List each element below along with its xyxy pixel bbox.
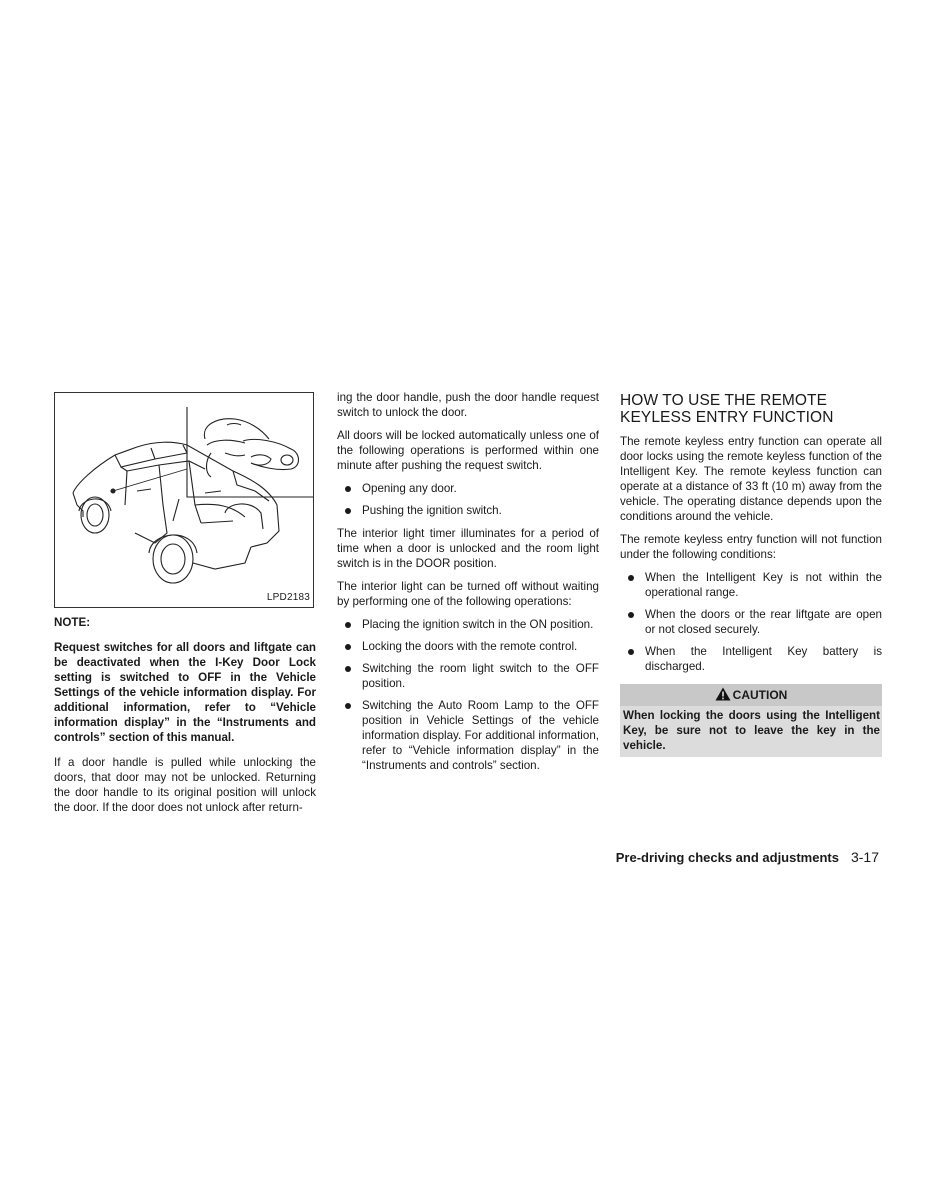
list-item: Placing the ignition switch in the ON position. [337, 617, 599, 632]
bullet-list [620, 570, 882, 674]
section-heading: HOW TO USE THE REMOTE KEYLESS ENTRY FUNCTION [620, 392, 834, 426]
caution-title: CAUTION [620, 684, 882, 706]
middle-column [337, 390, 599, 781]
paragraph: ing the door handle, push the door handle request switch to unlock the door. [337, 391, 599, 419]
bullet-list [337, 481, 599, 518]
list-item: When the Intelligent Key battery is discharged. [620, 644, 882, 674]
figure-code: LPD2183 [266, 592, 310, 603]
list-item: Switching the Auto Room Lamp to the OFF position in Vehicle Settings of the vehicle information display. For additional information, refer to “Vehicle information display” in the “Instruments and controls” section. [337, 698, 599, 773]
list-item: When the doors or the rear liftgate are open or not closed securely. [620, 607, 882, 637]
list-item: Opening any door. [337, 481, 599, 496]
vehicle-illustration [55, 393, 313, 607]
bullet-icon [345, 703, 351, 709]
paragraph: If a door handle is pulled while unlocking the doors, that door may not be unlocked. Returning the door handle to its original position will unlock the door. If the door does not unlock after return- [54, 756, 316, 814]
paragraph: The interior light timer illuminates for a period of time when a door is unlocked and the room light switch is in the DOOR position. [337, 527, 599, 570]
bullet-icon [345, 486, 351, 492]
page-number: 3-17 [850, 849, 879, 865]
bullet-icon [628, 649, 634, 655]
warning-triangle-icon [715, 687, 731, 701]
right-column [620, 390, 882, 757]
page-footer [616, 849, 879, 865]
bullet-icon [345, 622, 351, 628]
bullet-list [337, 617, 599, 773]
bullet-icon [345, 644, 351, 650]
bullet-icon [628, 575, 634, 581]
note-body: Request switches for all doors and liftgate can be deactivated when the I-Key Door Lock setting is switched to OFF in the Vehicle Settings of the vehicle information display. For additional information, refer to “Vehicle information display” in the “Instruments and controls” section of this manual. [54, 641, 316, 744]
paragraph: The interior light can be turned off without waiting by performing one of the following operations: [337, 580, 599, 608]
list-item: Locking the doors with the remote control. [337, 639, 599, 654]
paragraph: The remote keyless entry function will not function under the following conditions: [620, 533, 882, 561]
list-item: Pushing the ignition switch. [337, 503, 599, 518]
paragraph: All doors will be locked automatically unless one of the following operations is performed within one minute after pushing the request switch. [337, 429, 599, 472]
note-heading: NOTE: [54, 616, 91, 629]
paragraph: The remote keyless entry function can operate all door locks using the remote keyless function of the Intelligent Key. The remote keyless function can operate at a distance of 33 ft (10 m) away from the vehicle. The operating distance depends upon the conditions around the vehicle. [620, 435, 882, 523]
bullet-icon [345, 666, 351, 672]
list-item: Switching the room light switch to the OFF position. [337, 661, 599, 691]
list-item: When the Intelligent Key is not within the operational range. [620, 570, 882, 600]
footer-section-title: Pre-driving checks and adjustments [615, 850, 839, 865]
caution-body: When locking the doors using the Intelligent Key, be sure not to leave the key in the vehicle. [623, 709, 880, 752]
bullet-icon [345, 508, 351, 514]
door-handle-figure [54, 392, 314, 608]
caution-box [620, 684, 882, 757]
left-column [54, 392, 316, 823]
bullet-icon [628, 612, 634, 618]
